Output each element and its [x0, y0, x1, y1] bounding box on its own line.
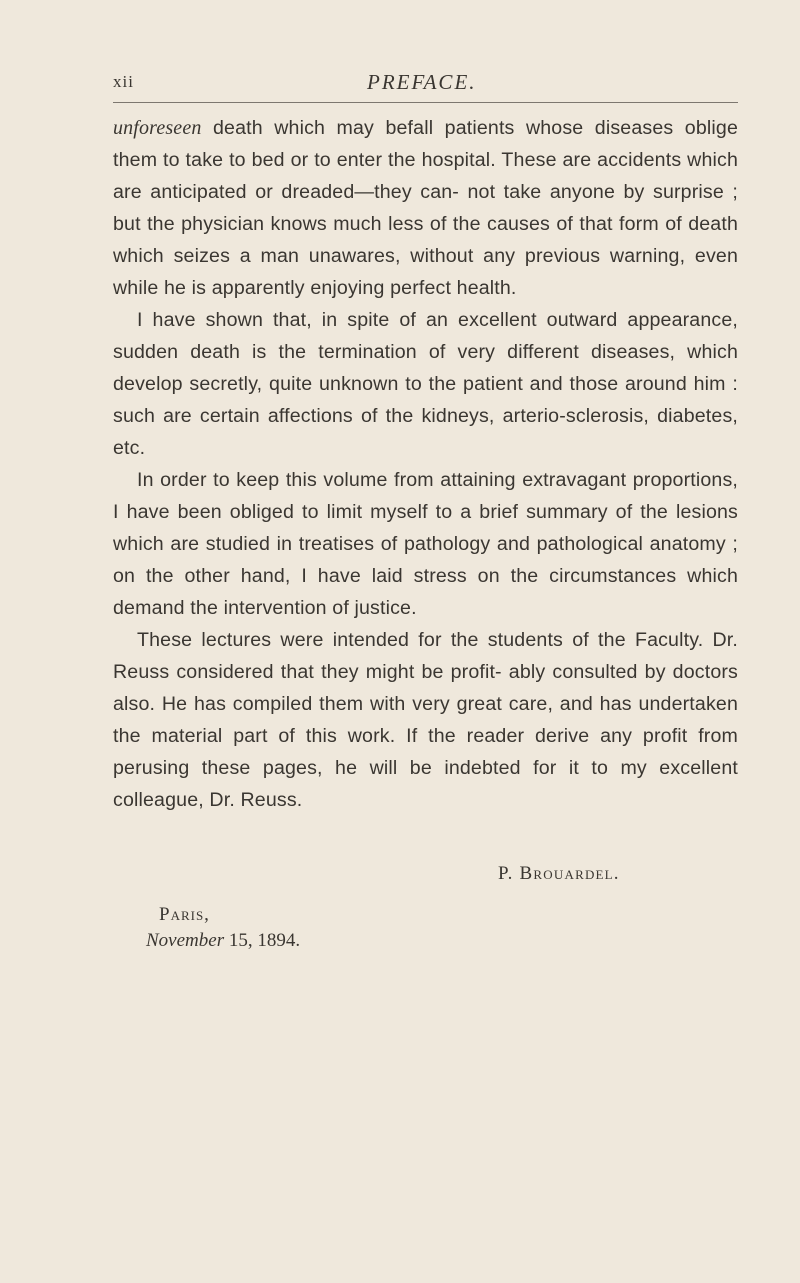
paragraph-1	[113, 112, 738, 304]
paragraph-4: These lectures were intended for the students of the Faculty. Dr. Reuss considered that they might be profit- ably consulted by doctors also. He has compiled them with very great care, and has undertaken the material part of this work. If the reader derive any profit from perusing these pages, he will be indebted for it to my excellent colleague, Dr. Reuss.	[113, 629, 738, 811]
dateline-date	[146, 930, 300, 952]
running-title: PREFACE.	[367, 70, 477, 94]
body-text	[113, 112, 738, 816]
paragraph-1-text: death which may befall patients whose diseases oblige them to take to bed or to enter the hospital. These are accidents which are anticipated or dreaded—they can- not take anyone by surprise ; but the physician knows much less of the causes of that form of death which seizes a man unawares, without any previous warning, even while he is apparently enjoying perfect health.	[113, 117, 738, 299]
dateline-place: Paris,	[159, 904, 210, 925]
paragraph-3: In order to keep this volume from attaining extravagant proportions, I have been obliged to limit myself to a brief summary of the lesions which are studied in treatises of pathology and pathological anatomy ; on the other hand, I have laid stress on the circumstances which demand the intervention of justice.	[113, 469, 738, 619]
dateline-day-year: 15, 1894.	[224, 930, 301, 951]
page-header	[113, 72, 738, 104]
paragraph-1-italic-word: unforeseen	[113, 117, 202, 139]
page-number: xii	[113, 72, 134, 91]
dateline-month: November	[146, 930, 225, 951]
paragraph-2: I have shown that, in spite of an excellent outward appearance, sudden death is the termination of very different diseases, which develop secretly, quite unknown to the patient and those around him : such are certain affections of the kidneys, arterio-sclerosis, diabetes, etc.	[113, 309, 738, 459]
header-rule	[113, 102, 738, 103]
signature: P. Brouardel.	[498, 863, 620, 884]
